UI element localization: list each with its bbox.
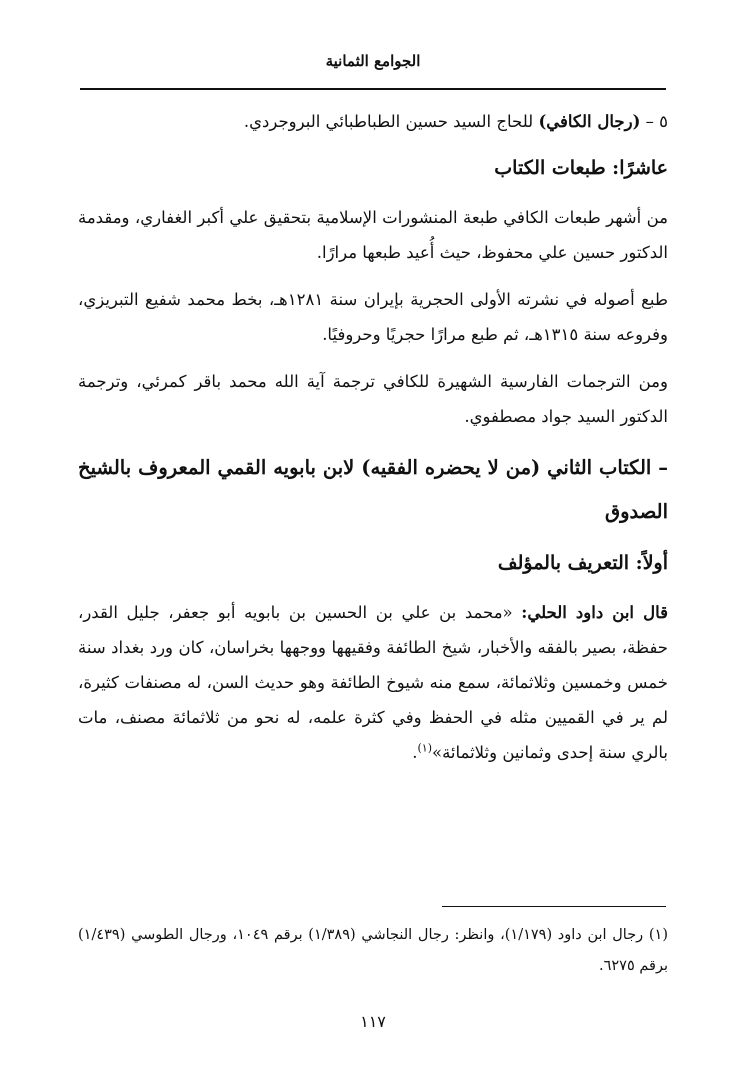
- list-item-5: [78, 104, 668, 139]
- footnote-rule: [442, 906, 666, 907]
- item-title: (رجال الكافي): [538, 112, 641, 131]
- paragraph-editions: من أشهر طبعات الكافي طبعة المنشورات الإسلامية بتحقيق علي أكبر الغفاري، ومقدمة الدكتور حسين علي محفوظ، حيث أُعيد طبعها مرارًا.: [78, 208, 668, 262]
- section-heading-author: أولاً: التعريف بالمؤلف: [497, 552, 668, 574]
- quote-end: .: [412, 743, 418, 762]
- item-number: ٥ –: [645, 112, 668, 131]
- header-rule: [80, 88, 666, 90]
- quote-speaker: قال ابن داود الحلي:: [521, 603, 668, 622]
- paragraph-quote: [78, 595, 668, 770]
- paragraph-printing: طبع أصوله في نشرته الأولى الحجرية بإيران سنة ١٢٨١هـ، بخط محمد شفيع التبريزي، وفروعه سنة ١٣١٥هـ، ثم طبع مرارًا حجريًا وحروفيًا.: [78, 290, 668, 344]
- section-heading-editions: عاشرًا: طبعات الكتاب: [494, 157, 668, 179]
- page-number: ١١٧: [360, 1012, 386, 1031]
- footnote-reference[interactable]: (١): [417, 741, 432, 755]
- page-body: [78, 104, 668, 782]
- item-text: للحاج السيد حسين الطباطبائي البروجردي.: [243, 112, 534, 131]
- book-heading: – الكتاب الثاني (من لا يحضره الفقيه) لابن بابويه القمي المعروف بالشيخ الصدوق: [78, 456, 668, 523]
- running-title: الجوامع الثمانية: [325, 52, 421, 70]
- footnote: (١) رجال ابن داود (١/١٧٩)، وانظر: رجال النجاشي (١/٣٨٩) برقم ١٠٤٩، ورجال الطوسي (١/٤٣٩) برقم ٦٢٧٥.: [78, 927, 668, 974]
- quote-text: «محمد بن علي بن الحسين بن بابويه أبو جعفر، جليل القدر، حفظة، بصير بالفقه والأخبار، شيخ الطائفة وفقيهها ووجهها بخراسان، كان ورد بغداد سنة خمس وخمسين وثلاثمائة، سمع منه شيوخ الطائفة وهو حديث السن، له مصنفات كثيرة، لم ير في القميين مثله في الحفظ وفي كثرة علمه، له نحو من ثلاثمائة مصنف، مات بالري سنة إحدى وثمانين وثلاثمائة»: [78, 603, 668, 762]
- paragraph-translations: ومن الترجمات الفارسية الشهيرة للكافي ترجمة آية الله محمد باقر كمرئي، وترجمة الدكتور السيد جواد مصطفوي.: [78, 372, 668, 426]
